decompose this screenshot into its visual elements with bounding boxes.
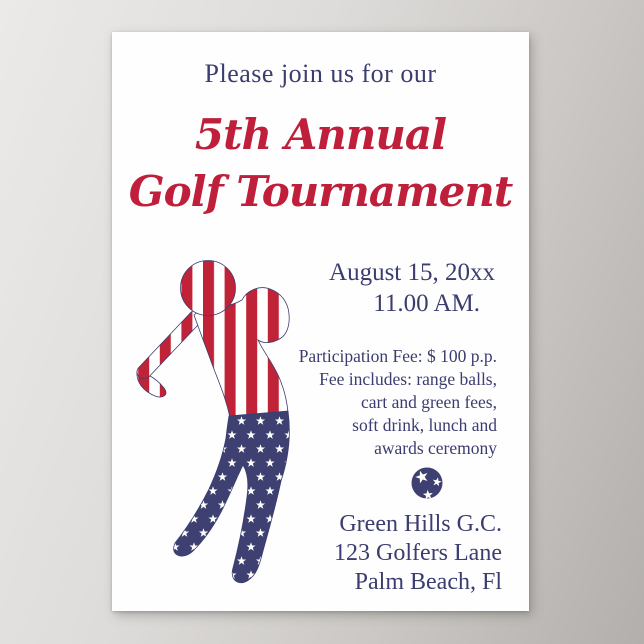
venue-city: Palm Beach, Fl bbox=[354, 569, 502, 595]
event-datetime bbox=[329, 257, 495, 319]
venue-name: Green Hills G.C. bbox=[339, 511, 502, 537]
intro-text: Please join us for our bbox=[204, 59, 437, 88]
fee-line: soft drink, lunch and bbox=[352, 415, 497, 435]
event-title-line-2: Golf Tournament bbox=[128, 167, 513, 216]
golf-ball-stars-icon bbox=[411, 467, 443, 499]
venue-address bbox=[334, 510, 502, 597]
golfer-american-flag-icon bbox=[130, 257, 295, 597]
fee-details bbox=[299, 345, 497, 460]
poster bbox=[112, 32, 529, 611]
venue-street: 123 Golfers Lane bbox=[334, 540, 502, 566]
fee-line: Participation Fee: $ 100 p.p. bbox=[298, 346, 497, 366]
fee-line: Fee includes: range balls, bbox=[319, 369, 497, 389]
fee-line: awards ceremony bbox=[374, 438, 497, 458]
event-date: August 15, 20xx bbox=[329, 259, 495, 286]
golfer-legs bbox=[174, 411, 290, 583]
event-title-line-1: 5th Annual bbox=[194, 110, 447, 159]
golfer-head bbox=[181, 261, 236, 316]
event-title bbox=[112, 106, 529, 220]
fee-line: cart and green fees, bbox=[360, 392, 497, 412]
golfer-arm-fill bbox=[144, 317, 196, 372]
event-time: 11.00 AM. bbox=[373, 290, 480, 317]
